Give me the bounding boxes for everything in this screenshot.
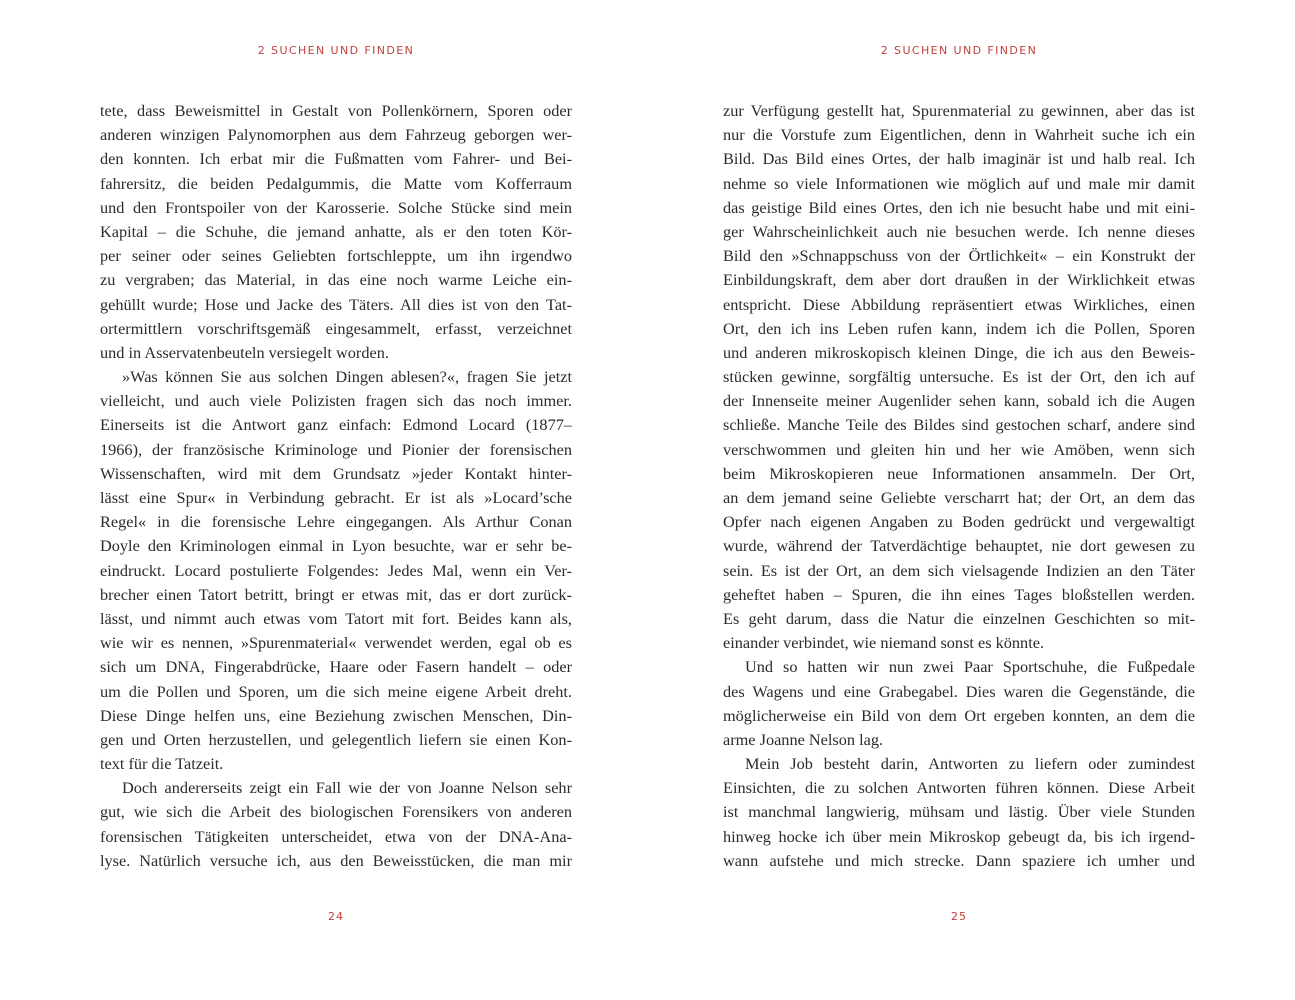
text-line: wann aufstehe und mich strecke. Dann spaziere ich umher und — [723, 850, 1195, 870]
text-line: der Innenseite meiner Augenlider sehen kann, sobald ich die Augen — [723, 391, 1195, 411]
text-line: beim Mikroskopieren neue Informationen ansammeln. Der Ort, — [723, 463, 1195, 483]
text-line: Mein Job besteht darin, Antworten zu liefern oder zumindest — [745, 754, 1195, 774]
text-line: Und so hatten wir nun zwei Paar Sportschuhe, die Fußpedale — [745, 657, 1195, 677]
text-line: das geistige Bild eines Ortes, den ich nie besucht habe und mit eini- — [723, 197, 1195, 217]
text-line: Einsichten, die zu solchen Antworten führen können. Diese Arbeit — [723, 778, 1195, 798]
text-line: 1966), der französische Kriminologe und Pionier der forensischen — [100, 439, 572, 459]
text-line: lässt eine Spur« in Verbindung gebracht. Er ist als »Locard’sche — [100, 488, 572, 507]
right-page — [723, 0, 1195, 1000]
text-line: »Was können Sie aus solchen Dingen ablesen?«, fragen Sie jetzt — [122, 367, 572, 387]
text-line: und anderen mikroskopisch kleinen Dinge, die ich aus den Beweis- — [723, 342, 1195, 362]
text-line: forensischen Tätigkeiten unterscheidet, etwa von der DNA-Ana- — [100, 826, 572, 846]
text-line: des Wagens und eine Grabegabel. Dies waren die Gegenstände, die — [723, 681, 1195, 701]
text-line: anderen winzigen Palynomorphen aus dem Fahrzeug geborgen wer- — [100, 125, 572, 145]
running-head-left: 2 SUCHEN UND FINDEN — [257, 44, 415, 57]
text-line: gehüllt wurde; Hose und Jacke des Täters. All dies ist von den Tat- — [100, 294, 572, 314]
text-line: Kapital – die Schuhe, die jemand anhatte, als er den toten Kör- — [100, 221, 572, 241]
text-line: vielleicht, und auch viele Polizisten fragen sich das noch immer. — [100, 391, 572, 411]
text-line: ist manchmal langwierig, mühsam und lästig. Über viele Stunden — [723, 802, 1195, 822]
text-line: schließe. Manche Teile des Bildes sind gestochen scharf, andere sind — [723, 415, 1195, 435]
text-line: lyse. Natürlich versuche ich, aus den Beweisstücken, die man mir — [100, 850, 572, 870]
text-line: geheftet haben – Spuren, die ihn eines Tages bloßstellen werden. — [723, 584, 1195, 604]
text-line: Es geht darum, dass die Natur die einzelnen Geschichten so mit- — [723, 608, 1195, 628]
running-head-right: 2 SUCHEN UND FINDEN — [880, 44, 1038, 57]
text-line: per seiner oder seines Geliebten fortschleppte, um ihn irgendwo — [100, 246, 572, 266]
text-line: an dem jemand seine Geliebte verscharrt hat; der Ort, an dem das — [723, 488, 1195, 507]
page-number-left: 24 — [328, 910, 344, 923]
text-line: Doyle den Kriminologen einmal in Lyon besuchte, war er sehr be- — [100, 536, 572, 556]
text-line: Regel« in die forensische Lehre eingegangen. Als Arthur Conan — [100, 512, 572, 532]
text-line: arme Joanne Nelson lag. — [723, 729, 884, 749]
text-line: zur Verfügung gestellt hat, Spurenmaterial zu gewinnen, aber das ist — [723, 101, 1195, 120]
text-line: um die Pollen und Sporen, um die sich meine eigene Arbeit dreht. — [100, 681, 572, 701]
text-line: hinweg hocke ich über mein Mikroskop gebeugt da, bis ich irgend- — [723, 826, 1195, 846]
text-line: Opfer nach eigenen Angaben zu Boden gedrückt und vergewaltigt — [723, 512, 1195, 532]
text-line: zu vergraben; das Material, in das eine noch warme Leiche ein- — [100, 270, 572, 290]
text-line: wurde, während der Tatverdächtige behauptet, nie dort gewesen zu — [723, 536, 1195, 556]
text-line: Einbildungskraft, dem aber dort draußen in der Wirklichkeit etwas — [723, 270, 1195, 290]
text-line: wie wir es nennen, »Spurenmaterial« verwendet werden, egal ob es — [100, 633, 572, 653]
page-number-right: 25 — [951, 910, 967, 923]
text-line: Doch andererseits zeigt ein Fall wie der von Joanne Nelson sehr — [122, 778, 572, 798]
text-line: sein. Es ist der Ort, an dem sich vielsagende Indizien an den Täter — [723, 560, 1195, 580]
text-line: lässt, und nimmt auch etwas vom Tatort mit fort. Beides kann als, — [100, 608, 572, 628]
text-line: den konnten. Ich erbat mir die Fußmatten vom Fahrer- und Bei- — [100, 149, 572, 169]
text-line: fahrersitz, die beiden Pedalgummis, die Matte vom Kofferraum — [100, 173, 572, 193]
text-line: nehme so viele Informationen wie möglich auf und male mir damit — [723, 173, 1195, 193]
text-line: sich um DNA, Fingerabdrücke, Haare oder Fasern handelt – oder — [100, 657, 572, 677]
text-line: eindruckt. Locard postulierte Folgendes: Jedes Mal, wenn ein Ver- — [100, 560, 572, 580]
text-line: tete, dass Beweismittel in Gestalt von Pollenkörnern, Sporen oder — [100, 101, 572, 120]
text-line: gen und Orten herzustellen, und gelegentlich liefern sie einen Kon- — [100, 729, 572, 749]
body-text-right — [723, 99, 1195, 873]
text-line: Bild den »Schnappschuss von der Örtlichkeit« – ein Konstrukt der — [723, 246, 1195, 266]
text-line: Bild. Das Bild eines Ortes, der halb imaginär ist und halb real. Ich — [723, 149, 1195, 169]
text-line: und den Frontspoiler von der Karosserie. Solche Stücke sind mein — [100, 197, 572, 217]
text-line: und in Asservatenbeuteln versiegelt worden. — [100, 342, 389, 362]
text-line: Ort, den ich ins Leben rufen kann, indem ich die Pollen, Sporen — [723, 318, 1195, 338]
text-line: einander verbindet, wie niemand sonst es könnte. — [723, 633, 1045, 653]
text-line: Wissenschaften, wird mit dem Grundsatz »jeder Kontakt hinter- — [100, 463, 572, 483]
text-line: text für die Tatzeit. — [100, 754, 224, 774]
text-line: Einerseits ist die Antwort ganz einfach: Edmond Locard (1877– — [100, 415, 572, 435]
text-line: verschwommen und gleiten hin und her wie Amöben, wenn sich — [723, 439, 1195, 459]
text-line: entspricht. Diese Abbildung repräsentiert etwas Wirkliches, einen — [723, 294, 1195, 314]
text-line: ortermittlern vorschriftsgemäß eingesammelt, erfasst, verzeichnet — [100, 318, 572, 338]
text-line: ger Wahrscheinlichkeit auch nie besuchen werde. Ich nenne dieses — [723, 221, 1195, 241]
text-line: Diese Dinge helfen uns, eine Beziehung zwischen Menschen, Din- — [100, 705, 572, 725]
text-line: brecher einen Tatort betritt, bringt er etwas mit, das er dort zurück- — [100, 584, 572, 604]
text-line: nur die Vorstufe zum Eigentlichen, denn in Wahrheit suche ich ein — [723, 125, 1195, 145]
text-line: stücken gewinne, sorgfältig untersuche. Es ist der Ort, den ich auf — [723, 367, 1195, 387]
text-line: gut, wie sich die Arbeit des biologischen Forensikers von anderen — [100, 802, 572, 822]
text-line: möglicherweise ein Bild von dem Ort ergeben konnten, an dem die — [723, 705, 1195, 725]
body-text-left — [100, 99, 572, 873]
left-page — [100, 0, 572, 1000]
